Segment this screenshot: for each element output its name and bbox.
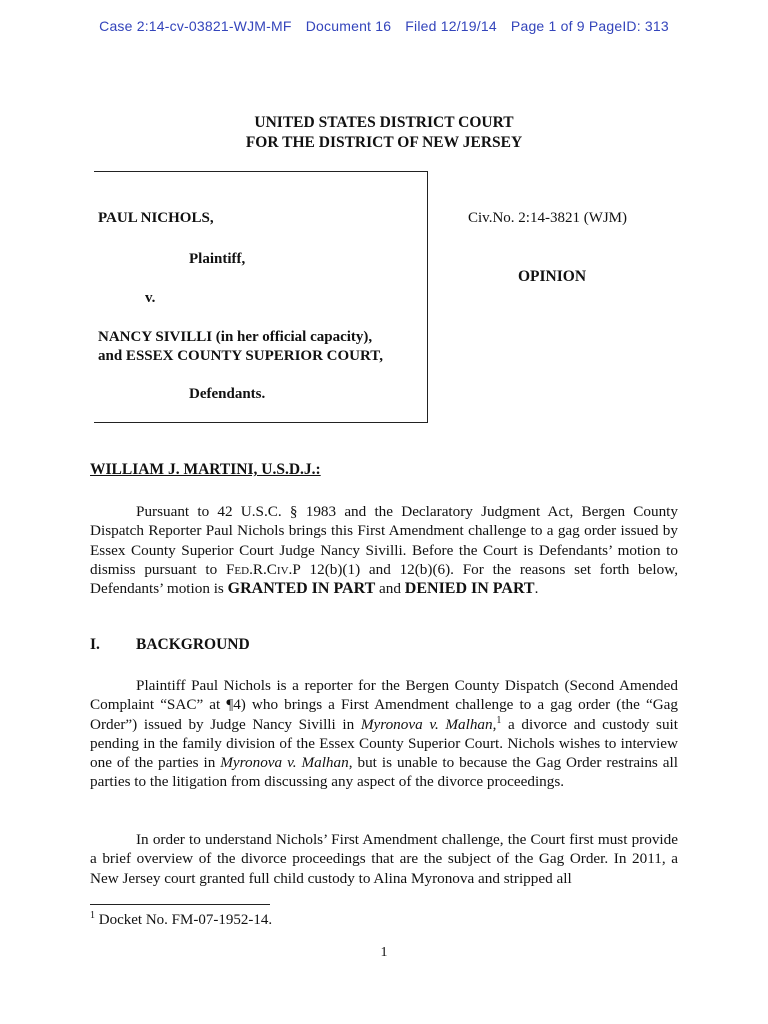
case-number: Case 2:14-cv-03821-WJM-MF (99, 18, 292, 34)
plaintiff-name: PAUL NICHOLS, (98, 210, 214, 226)
case-header-stamp (0, 18, 768, 34)
rule-citation: Fed.R.Civ.P (225, 560, 301, 578)
section-title: BACKGROUND (136, 636, 250, 653)
versus: v. (145, 290, 156, 306)
footnote-divider (90, 904, 270, 905)
footnote-text: Docket No. FM-07-1952-14. (95, 912, 273, 928)
case-name-repeat: Myronova v. Malhan (220, 754, 349, 772)
background-paragraph-2 (90, 830, 678, 888)
court-title-line2: FOR THE DISTRICT OF NEW JERSEY (245, 134, 523, 151)
footnote (90, 912, 272, 929)
granted-in-part: GRANTED IN PART (227, 580, 376, 598)
document-type: OPINION (518, 268, 587, 285)
footnote-number: 1 (90, 910, 95, 921)
court-title-line1: UNITED STATES DISTRICT COURT (254, 114, 514, 131)
defendant-line-1: NANCY SIVILLI (in her official capacity), (98, 329, 373, 345)
filed-date: Filed 12/19/14 (405, 18, 497, 34)
bg-text-a: Plaintiff Paul Nichols is a reporter for the Bergen County Dispatch (Second Amended Complaint “SAC” at ¶4) who brings a First Amendment challenge to a gag order (the “Gag Order”) issued by Judge Nancy Sivilli in (90, 677, 678, 733)
section-heading (90, 636, 250, 654)
defendant-line-2: and ESSEX COUNTY SUPERIOR COURT, (98, 348, 383, 364)
bg-paragraph-2-text: In order to understand Nichols’ First Amendment challenge, the Court first must provide a brief overview of the divorce proceedings that are the subject of the Gag Order. In 2011, a New Jersey court granted full child custody to Alina Myronova and stripped all (90, 831, 678, 887)
court-title (0, 113, 768, 153)
intro-end: . (534, 580, 539, 598)
footnote-marker: 1 (496, 714, 502, 726)
bg-text-d: , but is unable to because the Gag Order restrains all parties to the litigation from discussing any aspect of the divorce proceedings. (90, 754, 678, 791)
background-paragraph-1 (90, 676, 678, 792)
page-number: 1 (380, 945, 388, 960)
section-number: I. (90, 636, 100, 653)
page-info: Page 1 of 9 PageID: 313 (510, 18, 669, 34)
bg-comma: , (492, 715, 497, 733)
judge-name: WILLIAM J. MARTINI, U.S.D.J.: (90, 461, 321, 478)
document-number: Document 16 (305, 18, 392, 34)
defendants-label: Defendants. (189, 386, 266, 402)
intro-text-1: Pursuant to 42 U.S.C. § 1983 and the Declaratory Judgment Act, Bergen County Dispatch Reporter Paul Nichols brings this First Amendment challenge to a gag order issued by Essex County Superior Court Judge Nancy Sivilli. Before the Court is Defendants’ motion to dismiss pursuant to (90, 503, 678, 578)
denied-in-part: DENIED IN PART (404, 580, 535, 598)
intro-and: and (375, 580, 405, 598)
intro-paragraph (90, 502, 678, 598)
bg-text-c: a divorce and custody suit pending in the family division of the Essex County Superior Court. Nichols wishes to interview one of the parties in (90, 715, 678, 772)
intro-text-2: 12(b)(1) and 12(b)(6). For the reasons set forth below, Defendants’ motion is (90, 560, 678, 598)
civil-number: Civ.No. 2:14-3821 (WJM) (468, 210, 628, 226)
plaintiff-label: Plaintiff, (189, 251, 246, 267)
case-name: Myronova v. Malhan (360, 715, 493, 733)
